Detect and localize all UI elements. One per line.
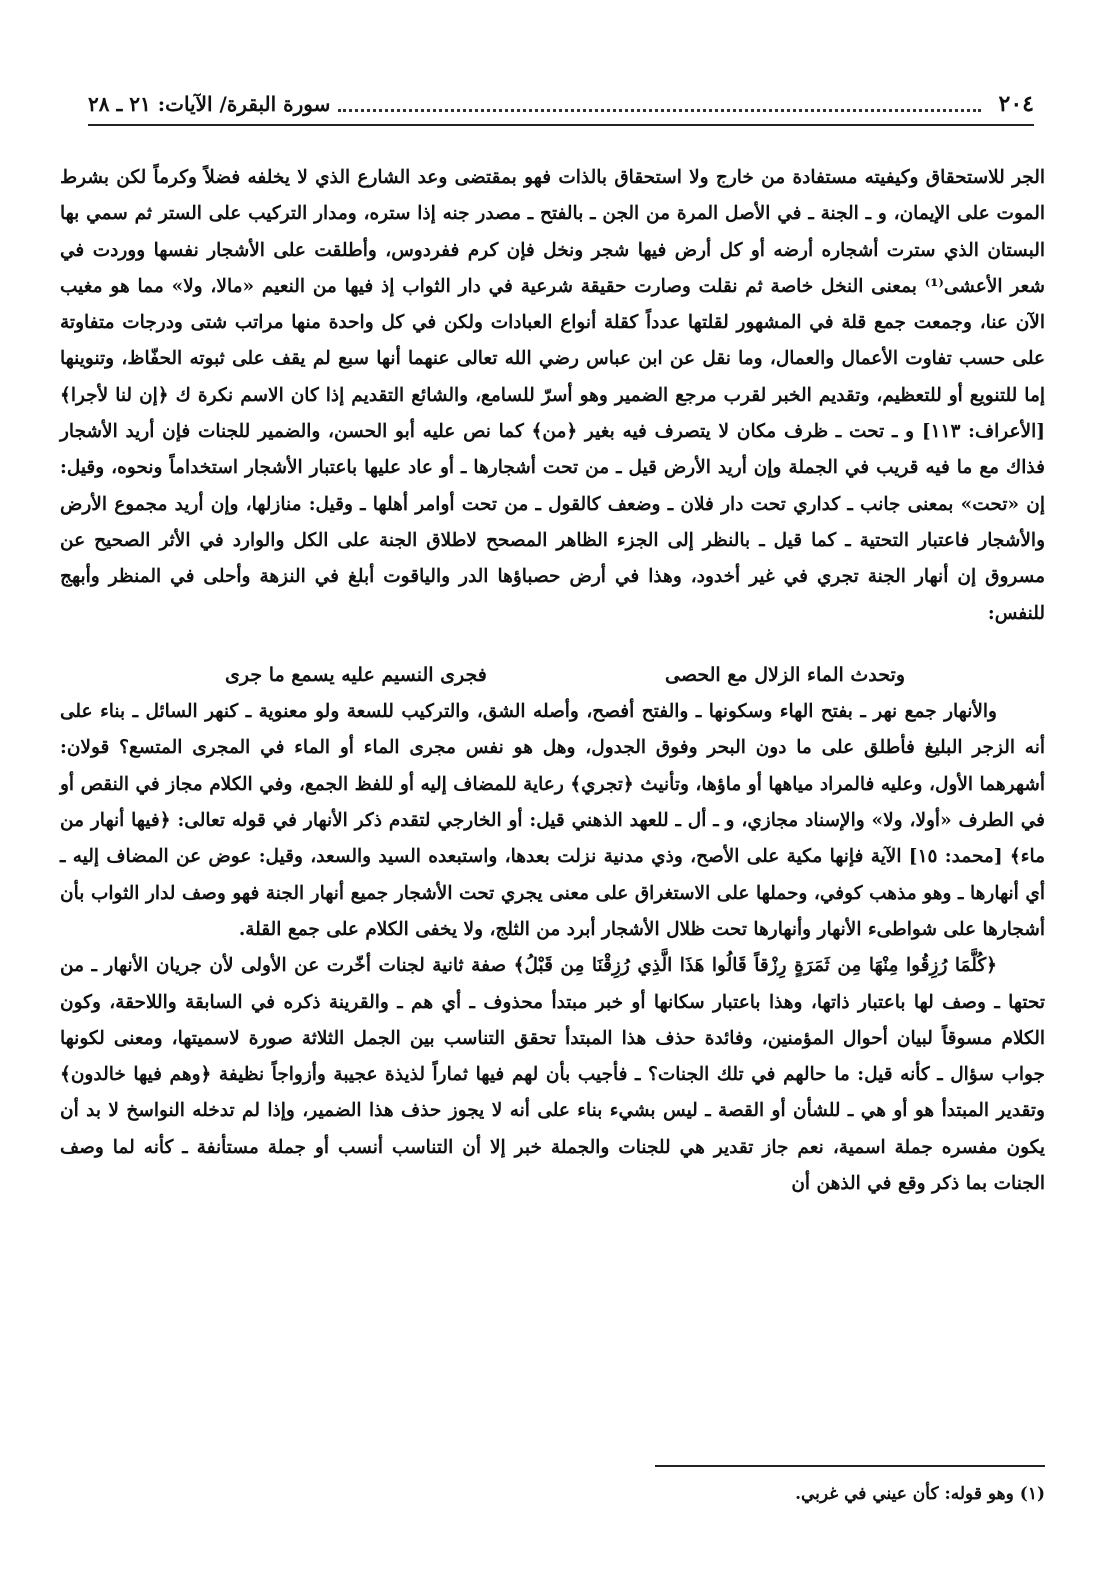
paragraph: والأنهار جمع نهر ـ بفتح الهاء وسكونها ـ والفتح أفصح، وأصله الشق، والتركيب للسعة ولو معنوية ـ كنهر السائل ـ بناء على أنه الزجر البليغ فأطلق على ما دون البحر وفوق الجدول، وهل هو نفس مجرى الماء أو الماء في المجرى المتسع؟ قولان: أشهرهما الأول، وعليه فالمراد مياهها أو ماؤها، وتأنيث ﴿تجري﴾ رعاية للمضاف إليه أو للفظ الجمع، وفي الكلام مجاز في النقص أو في الطرف «أولا، ولا» والإسناد مجازي، و ـ أل ـ للعهد الذهني قيل: أو الخارجي لتقدم ذكر الأنهار في قوله تعالى: ﴿فيها أنهار من ماء﴾ [محمد: ١٥] الآية فإنها مكية على الأصح، وذي مدنية نزلت بعدها، واستبعده السيد والسعد، وقيل: عوض عن المضاف إليه ـ أي أنهارها ـ وهو مذهب كوفي، وحملها على الاستغراق على معنى يجري تحت الأشجار جميع أنهار الجنة فهو وصف لدار الثواب بأن أشجارها على شواطىء الأنهار وأنهارها تحت ظلال الأشجار أبرد من الثلج، ولا يخفى الكلام على جمع القلة. <box>60 701 1045 940</box>
poem-verse <box>225 657 905 693</box>
page-header <box>88 84 1034 126</box>
poem-hemistich: فجرى النسيم عليه يسمع ما جرى <box>225 663 487 686</box>
footnote-divider <box>655 1465 1045 1467</box>
page-title: سورة البقرة/ الآيات: ٢١ ـ ٢٨ <box>88 92 331 116</box>
main-text <box>60 160 1045 1202</box>
paragraph: ﴿كُلَّمَا رُزِقُوا مِنْهَا مِن ثَمَرَةٍ رِزْقاً قَالُوا هَذَا الَّذِي رُزِقْنَا مِن قَبْلُ﴾ صفة ثانية لجنات أخّرت عن الأولى لأن جريان الأنهار ـ من تحتها ـ وصف لها باعتبار ذاتها، وهذا باعتبار سكانها أو خبر مبتدأ محذوف ـ أي هم ـ والقرينة ذكره في السابقة واللاحقة، وكون الكلام مسوقاً لبيان أحوال المؤمنين، وفائدة حذف هذا المبتدأ تحقق التناسب بين الجمل الثلاثة صورة لاسميتها، ومعنى لكونها جواب سؤال ـ كأنه قيل: ما حالهم في تلك الجنات؟ ـ فأجيب بأن لهم فيها ثماراً لذيذة عجيبة وأزواجاً نظيفة ﴿وهم فيها خالدون﴾ وتقدير المبتدأ هو أو هي ـ للشأن أو القصة ـ ليس بشيء بناء على أنه لا يجوز حذف هذا الضمير، وإذا لم تدخله النواسخ لا بد أن يكون مفسره جملة اسمية، نعم جاز تقدير هي للجنات والجملة خبر إلا أن التناسب أنسب أو جملة مستأنفة ـ كأنه لما وصف الجنات بما ذكر وقع في الذهن أن <box>60 955 1045 1195</box>
header-leader-dots <box>338 97 980 112</box>
page-number: ٢٠٤ <box>998 91 1034 117</box>
paragraph: الجر للاستحقاق وكيفيته مستفادة من خارج ولا استحقاق بالذات فهو بمقتضى وعد الشارع الذي لا يخلفه فضلاً وكرماً لكن بشرط الموت على الإيمان، و ـ الجنة ـ في الأصل المرة من الجن ـ بالفتح ـ مصدر جنه إذا ستره، ومدار التركيب على الستر ثم سمي بها البستان الذي سترت أشجاره أرضه أو كل أرض فيها شجر ونخل فإن كرم ففردوس، وأطلقت على الأشجار نفسها ووردت في شعر الأعشى⁽¹⁾ بمعنى النخل خاصة ثم نقلت وصارت حقيقة شرعية في دار الثواب إذ فيها من النعيم «مالا، ولا» مما هو مغيب الآن عنا، وجمعت جمع قلة في المشهور لقلتها عدداً كقلة أنواع العبادات ولكن في كل واحدة منها مراتب شتى ودرجات متفاوتة على حسب تفاوت الأعمال والعمال، وما نقل عن ابن عباس رضي الله تعالى عنهما أنها سبع لم يقف على ثبوته الحفّاظ، وتنوينها إما للتنويع أو للتعظيم، وتقديم الخبر لقرب مرجع الضمير وهو أسرّ للسامع، والشائع التقديم إذا كان الاسم نكرة ك ﴿إن لنا لأجرا﴾ [الأعراف: ١١٣] و ـ تحت ـ ظرف مكان لا يتصرف فيه بغير ﴿من﴾ كما نص عليه أبو الحسن، والضمير للجنات فإن أريد الأشجار فذاك مع ما فيه قريب في الجملة وإن أريد الأرض قيل ـ من تحت أشجارها ـ أو عاد عليها باعتبار الأشجار استخداماً ونحوه، وقيل: إن «تحت» بمعنى جانب ـ كداري تحت دار فلان ـ وضعف كالقول ـ من تحت أوامر أهلها ـ وقيل: منازلها، وإن أريد مجموع الأرض والأشجار فاعتبار التحتية ـ كما قيل ـ بالنظر إلى الجزء الظاهر المصحح لاطلاق الجنة على الكل والوارد في الأثر الصحيح عن مسروق إن أنهار الجنة تجري في غير أخدود، وهذا في أرض حصباؤها الدر والياقوت أبلغ في النزهة وأحلى في المنظر وأبهج للنفس: <box>60 167 1045 624</box>
footnote: (١) وهو قوله: كأن عيني في غربي. <box>795 1484 1045 1504</box>
poem-hemistich: وتحدث الماء الزلال مع الحصى <box>665 663 905 686</box>
